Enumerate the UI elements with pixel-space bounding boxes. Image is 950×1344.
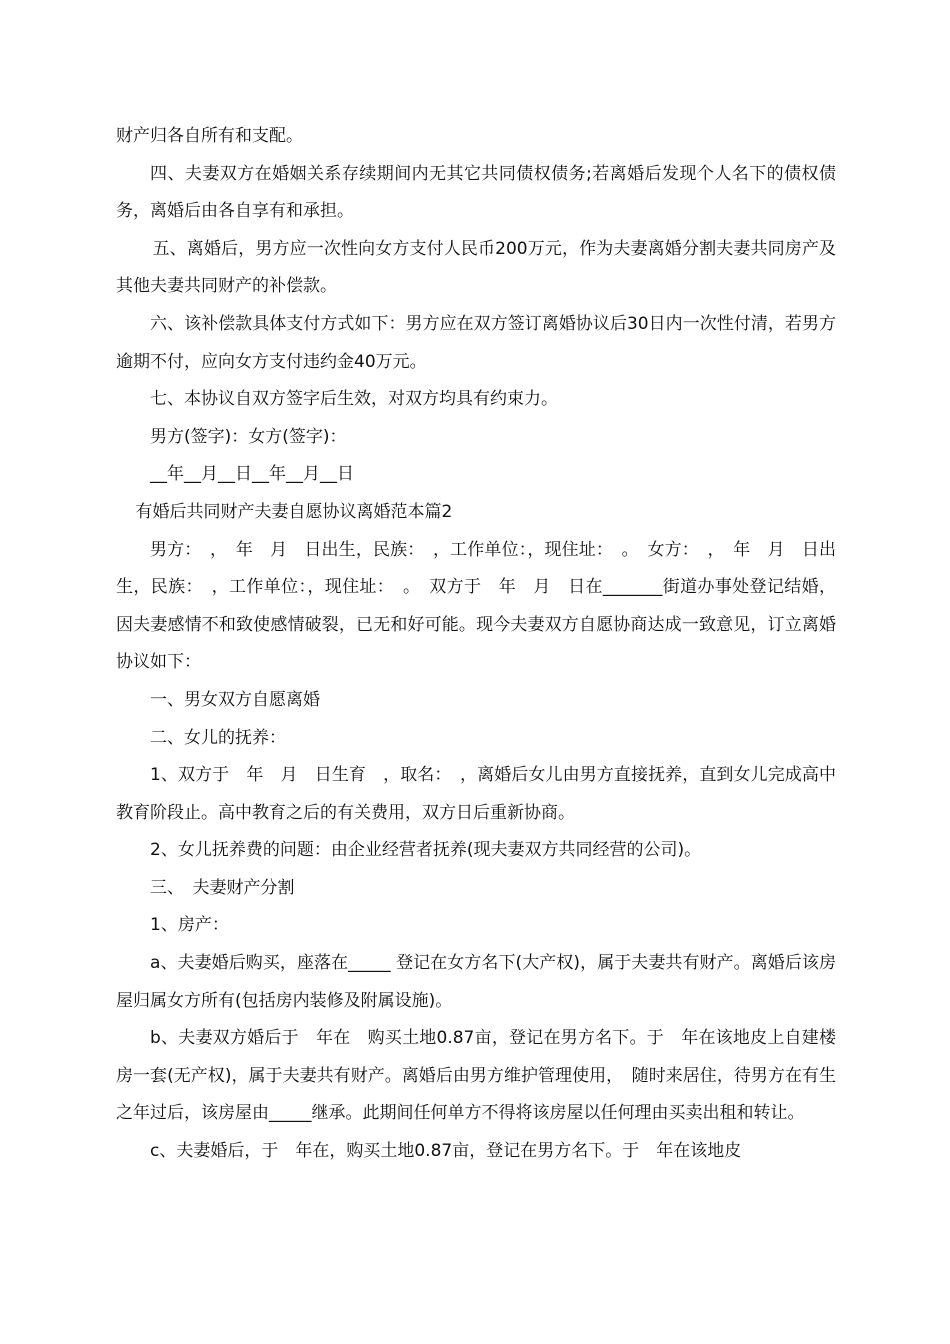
paragraph-child-custody: 1、双方于 年 月 日生育 ，取名： ，离婚后女儿由男方直接抚养，直到女儿完成高中教育阶段止。高中教育之后的有关费用，双方日后重新协商。 xyxy=(116,765,836,823)
paragraph-clause-7: 七、本协议自双方签字后生效，对双方均具有约束力。 xyxy=(150,389,558,410)
document-body xyxy=(116,118,836,1171)
paragraph-child-support: 2、女儿抚养费的问题：由企业经营者抚养(现夫妻双方共同经营的公司)。 xyxy=(150,840,702,861)
paragraph-real-estate-b: b、夫妻双方婚后于 年在 购买土地0.87亩，登记在男方名下。于 年在该地皮上自建楼房一套(无产权)，属于夫妻共有财产。离婚后由男方维护管理使用， 随时来居住，待男方在有生之年过后，该房屋由_____继承。此期间任何单方不得将该房屋以任何理由买卖出租和转让。 xyxy=(116,1028,836,1124)
paragraph-item-1: 一、男女双方自愿离婚 xyxy=(150,689,320,710)
paragraph-parties: 男方： ， 年 月 日出生，民族： ，工作单位：，现住址： 。 女方： ， 年 月 日出生，民族： ，工作单位：，现住址： 。 双方于 年 月 日在_______街道办事处登记结婚，因夫妻感情不和致使感情破裂，已无和好可能。现今夫妻双方自愿协商达成一致意见，订立离婚协议如下： xyxy=(116,539,836,673)
paragraph-property-ownership: 财产归各自所有和支配。 xyxy=(116,126,303,146)
date-line: __年__月__日__年__月__日 xyxy=(150,464,354,485)
signature-line: 男方(签字)：女方(签字)： xyxy=(150,426,347,447)
paragraph-real-estate: 1、房产： xyxy=(150,915,229,936)
paragraph-clause-4: 四、夫妻双方在婚姻关系存续期间内无其它共同债权债务;若离婚后发现个人名下的债权债务，离婚后由各自享有和承担。 xyxy=(116,163,836,222)
paragraph-item-2: 二、女儿的抚养： xyxy=(150,727,286,748)
paragraph-real-estate-a: a、夫妻婚后购买，座落在_____ 登记在女方名下(大产权)，属于夫妻共有财产。离婚后该房屋归属女方所有(包括房内装修及附属设施)。 xyxy=(116,953,836,1011)
paragraph-clause-5: 五、离婚后，男方应一次性向女方支付人民币200万元，作为夫妻离婚分割夫妻共同房产及其他夫妻共同财产的补偿款。 xyxy=(116,238,836,297)
paragraph-real-estate-c: c、夫妻婚后，于 年在，购买土地0.87亩，登记在男方名下。于 年在该地皮 xyxy=(150,1141,742,1162)
section-title: 有婚后共同财产夫妻自愿协议离婚范本篇2 xyxy=(135,501,453,522)
paragraph-item-3: 三、 夫妻财产分割 xyxy=(150,877,295,898)
paragraph-clause-6: 六、该补偿款具体支付方式如下：男方应在双方签订离婚协议后30日内一次性付清，若男方逾期不付，应向女方支付违约金40万元。 xyxy=(116,313,836,372)
